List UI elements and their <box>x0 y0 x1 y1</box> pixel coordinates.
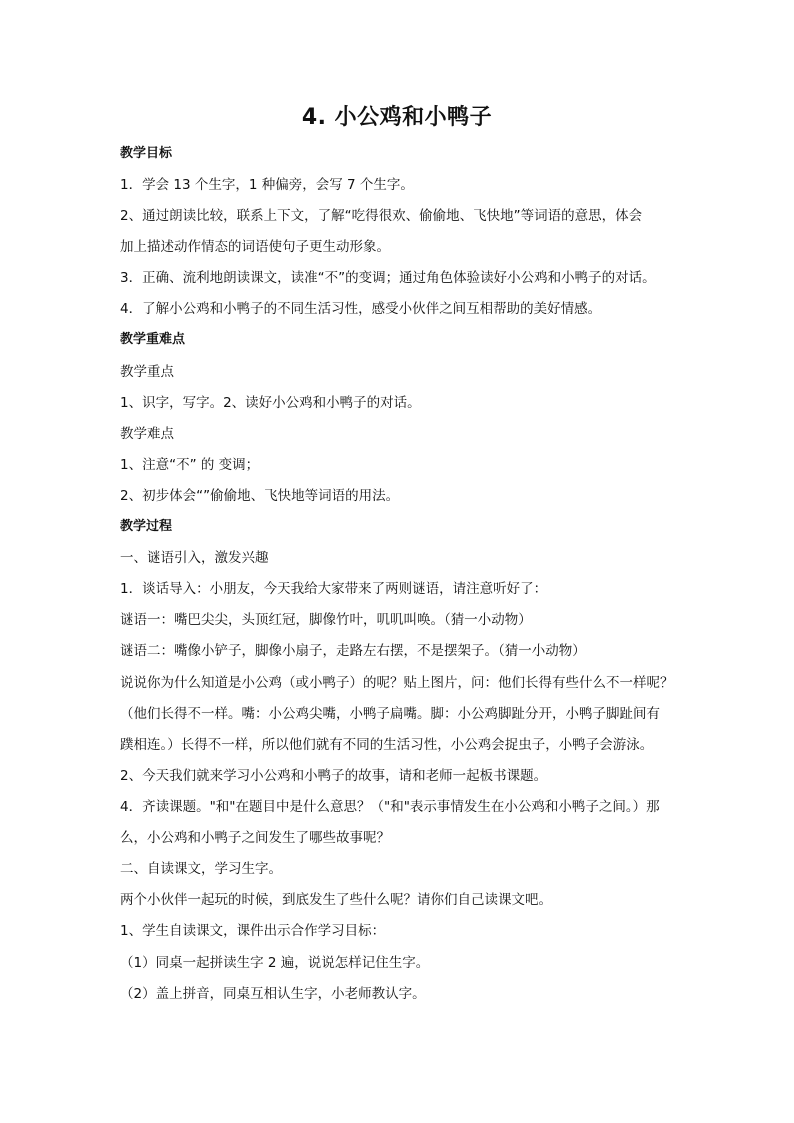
section-heading: 一、谜语引入，激发兴趣 <box>120 550 269 566</box>
paragraph-line: 1、识字，写字。2、读好小公鸡和小鸭子的对话。 <box>120 395 421 411</box>
subheading-difficult-points: 教学难点 <box>120 426 174 442</box>
subheading-key-points: 教学重点 <box>120 364 174 380</box>
paragraph-line: 蹼相连。）长得不一样，所以他们就有不同的生活习性，小公鸡会捉虫子，小鸭子会游泳。 <box>120 737 654 753</box>
paragraph-line: 两个小伙伴一起玩的时候，到底发生了些什么呢？请你们自己读课文吧。 <box>120 892 552 908</box>
document-title: 4. 小公鸡和小鸭子 <box>301 105 493 130</box>
paragraph-line: 4．了解小公鸡和小鸭子的不同生活习性，感受小伙伴之间互相帮助的美好情感。 <box>120 301 602 317</box>
paragraph-line: 么，小公鸡和小鸭子之间发生了哪些故事呢？ <box>120 830 390 846</box>
paragraph-line: （他们长得不一样。嘴：小公鸡尖嘴，小鸭子扁嘴。脚：小公鸡脚趾分开，小鸭子脚趾间有 <box>120 706 660 722</box>
heading-teaching-goals: 教学目标 <box>120 146 173 161</box>
heading-teaching-process: 教学过程 <box>120 519 173 534</box>
paragraph-line: 谜语二：嘴像小铲子，脚像小扇子，走路左右摆，不是摆架子。（猜一小动物） <box>120 643 586 659</box>
paragraph-line: 谜语一：嘴巴尖尖，头顶红冠，脚像竹叶，叽叽叫唤。（猜一小动物） <box>120 612 532 628</box>
section-heading: 二、自读课文，学习生字。 <box>120 861 282 877</box>
paragraph-line: 加上描述动作情态的词语使句子更生动形象。 <box>120 239 390 255</box>
paragraph-line: 1、学生自读课文，课件出示合作学习目标： <box>120 923 386 939</box>
paragraph-line: 2、今天我们就来学习小公鸡和小鸭子的故事，请和老师一起板书课题。 <box>120 768 548 784</box>
paragraph-line: 2、通过朗读比较，联系上下文，了解“吃得很欢、偷偷地、飞快地”等词语的意思，体会 <box>120 208 643 224</box>
paragraph-line: 说说你为什么知道是小公鸡（或小鸭子）的呢？贴上图片，问：他们长得有些什么不一样呢？ <box>120 675 674 691</box>
paragraph-line: （1）同桌一起拼读生字 2 遍，说说怎样记住生字。 <box>120 955 430 971</box>
paragraph-line: （2）盖上拼音，同桌互相认生字，小老师教认字。 <box>120 986 426 1002</box>
paragraph-line: 4．齐读课题。"和"在题目中是什么意思？（"和"表示事情发生在小公鸡和小鸭子之间。）那 <box>120 799 660 815</box>
heading-key-difficult-points: 教学重难点 <box>120 332 186 347</box>
paragraph-line: 1、注意“不” 的 变调； <box>120 457 260 473</box>
paragraph-line: 3．正确、流利地朗读课文，读准“不”的变调；通过角色体验读好小公鸡和小鸭子的对话。 <box>120 270 656 286</box>
paragraph-line: 1．学会 13 个生字，1 种偏旁，会写 7 个生字。 <box>120 177 414 193</box>
paragraph-line: 1．谈话导入：小朋友，今天我给大家带来了两则谜语，请注意听好了： <box>120 581 548 597</box>
paragraph-line: 2、初步体会“”偷偷地、飞快地等词语的用法。 <box>120 488 400 504</box>
